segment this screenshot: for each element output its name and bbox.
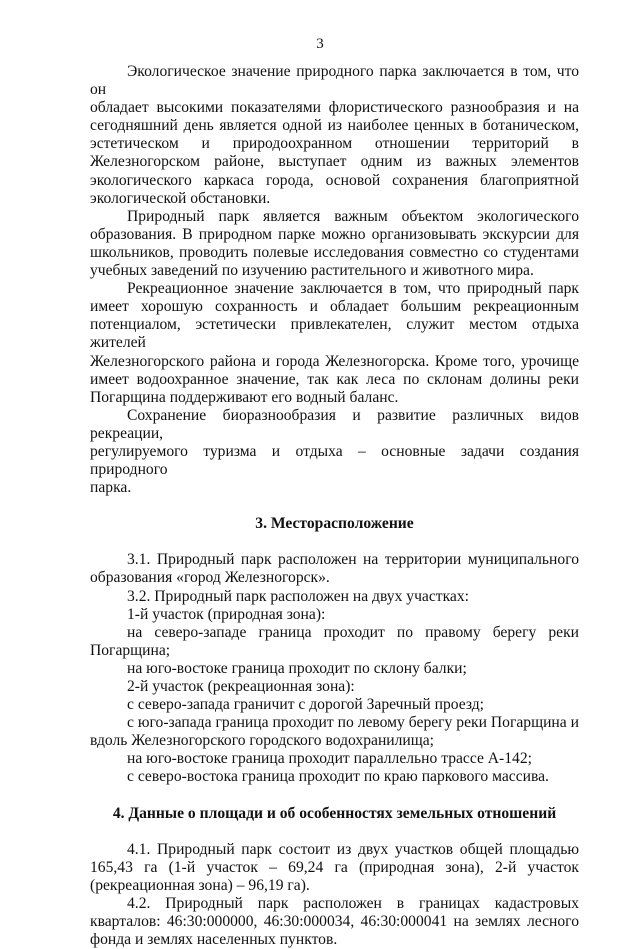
site-2-southwest-cont: вдоль Железногорского городского водохранилища; <box>90 732 435 750</box>
paragraph-education <box>90 208 579 280</box>
page-number: 3 <box>316 36 324 52</box>
text-line: потенциалом, эстетически привлекателен, служит местом отдыха жителей <box>90 316 579 352</box>
section-3-heading: 3. Месторасположение <box>255 515 414 533</box>
page-text <box>90 63 579 949</box>
site-1-northwest: на северо-западе граница проходит по правому берегу реки <box>127 623 579 641</box>
section-3-body <box>90 551 579 786</box>
text-line: обладает высокими показателями флористического разнообразия и на <box>90 99 579 117</box>
paragraph-ecological-value <box>90 63 579 208</box>
site-1-southeast: на юго-востоке граница проходит по склону балки; <box>127 659 467 677</box>
text-line: имеет водоохранное значение, так как леса по склонам долины реки <box>90 370 579 388</box>
text-line: парка. <box>90 479 132 497</box>
paragraph-biodiversity <box>90 407 579 497</box>
clause-4-2-cont: фонда и землях населенных пунктов. <box>90 931 338 949</box>
text-line: экологической обстановки. <box>90 189 271 207</box>
text-line: имеет хорошую сохранность и обладает большим рекреационным <box>90 298 579 316</box>
clause-4-2: 4.2. Природный парк расположен в границах кадастровых <box>127 894 579 912</box>
text-line: регулируемого туризма и отдыха – основные задачи создания природного <box>90 442 579 479</box>
text-line: экологического каркаса города, основой сохранения благоприятной <box>90 171 579 189</box>
clause-3-1-cont: образования «город Железногорск». <box>90 569 330 587</box>
site-1-title: 1-й участок (природная зона): <box>127 605 326 623</box>
clause-3-2: 3.2. Природный парк расположен на двух участках: <box>127 587 469 605</box>
text-line: образования. В природном парке можно организовывать экскурсии для <box>90 225 579 243</box>
site-2-northwest: с северо-запада граничит с дорогой Заречный проезд; <box>127 696 484 714</box>
site-1-northwest-cont: Погарщина; <box>90 641 171 659</box>
text-line: эстетическом и природоохранном отношении территорий в <box>90 135 579 153</box>
clause-3-1: 3.1. Природный парк расположен на территории муниципального <box>127 551 579 569</box>
clause-4-1-cont: (рекреационная зона) – 96,19 га). <box>90 876 310 894</box>
clause-4-2-cont: кварталов: 46:30:000000, 46:30:000034, 46:30:000041 на землях лесного <box>90 913 579 931</box>
text-line: Экологическое значение природного парка заключается в том, что он <box>90 63 579 99</box>
text-line: Железногорского района и города Железногорска. Кроме того, урочище <box>90 352 579 370</box>
site-2-southwest: с юго-запада граница проходит по левому берегу реки Погарщина и <box>127 714 579 732</box>
site-2-title: 2-й участок (рекреационная зона): <box>127 678 355 695</box>
text-line: сегодняшний день является одной из наиболее ценных в ботаническом, <box>90 117 579 135</box>
text-line: Природный парк является важным объектом экологического <box>127 207 579 225</box>
text-line: Рекреационное значение заключается в том, что природный парк <box>127 280 579 298</box>
text-line: Железногорском районе, выступает одним из важных элементов <box>90 153 579 171</box>
section-4-heading: 4. Данные о площади и об особенностях земельных отношений <box>112 804 557 822</box>
text-line: Сохранение биоразнообразия и развитие различных видов рекреации, <box>90 406 579 442</box>
text-line: школьников, проводить полевые исследования совместно со студентами <box>90 243 579 261</box>
site-2-northeast: с северо-востока граница проходит по краю паркового массива. <box>127 768 549 786</box>
clause-4-1-cont: 165,43 га (1-й участок – 69,24 га (природная зона), 2-й участок <box>90 858 579 876</box>
text-line: Погарщина поддерживают его водный баланс. <box>90 388 399 406</box>
clause-4-1: 4.1. Природный парк состоит из двух участков общей площадью <box>127 840 579 858</box>
section-4-body <box>90 841 579 949</box>
site-2-southeast: на юго-востоке граница проходит параллельно трассе А-142; <box>127 750 532 768</box>
paragraph-recreation <box>90 280 579 407</box>
text-line: учебных заведений по изучению растительного и животного мира. <box>90 262 534 280</box>
